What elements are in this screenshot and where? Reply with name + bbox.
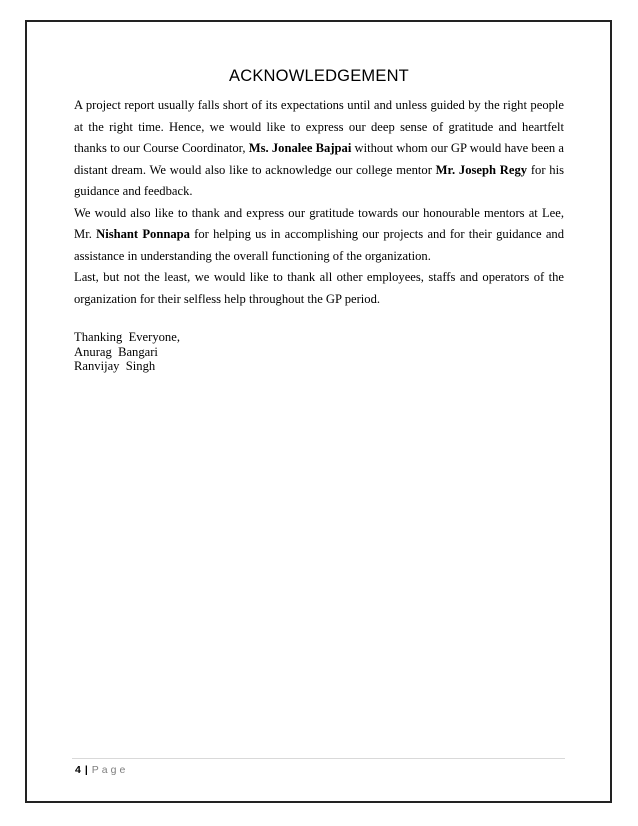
document-body: [74, 66, 564, 374]
page-footer: [75, 763, 128, 777]
paragraph-text: for helping us in accomplishing our projects and for their guidance and assistance in understanding the overall functioning of the organization.: [74, 227, 564, 263]
author-name-1: Anurag Bangari: [74, 344, 158, 359]
paragraph-text: for his guidance and feedback.: [74, 162, 564, 198]
paragraph-3: [74, 267, 564, 310]
person-name: Mr. Joseph Regy: [435, 162, 528, 177]
person-name: Nishant Ponnapa: [96, 227, 190, 241]
paragraph-text: without whom our GP would have been a distant dream. We would also like to acknowledge our college mentor: [74, 141, 565, 177]
page-title: ACKNOWLEDGEMENT: [229, 67, 409, 85]
paragraph-text: A project report usually falls short of its expectations until and unless guided by the right people at the right time. Hence, we would like to express our deep sense of gratitude and heartfelt thanks to our Course Coordinator,: [74, 98, 564, 155]
person-name: Ms. Jonalee Bajpai: [248, 141, 352, 155]
footer-separator: |: [84, 764, 88, 776]
page-number: 4: [75, 764, 81, 776]
author-name-2: Ranvijay Singh: [74, 359, 156, 373]
paragraph-1: [74, 95, 564, 203]
closing-signature: [74, 330, 564, 374]
paragraph-2: [74, 203, 564, 268]
paragraph-text: Last, but not the least, we would like to thank all other employees, staffs and operators of the organization for their selfless help throughout the GP period.: [74, 270, 564, 306]
closing-greeting: Thanking Everyone,: [74, 330, 180, 344]
page-label: Page: [91, 764, 129, 776]
paragraph-text: We would also like to thank and express our gratitude towards our honourable mentors at Lee, Mr.: [74, 205, 564, 241]
footer-rule: [72, 758, 565, 759]
